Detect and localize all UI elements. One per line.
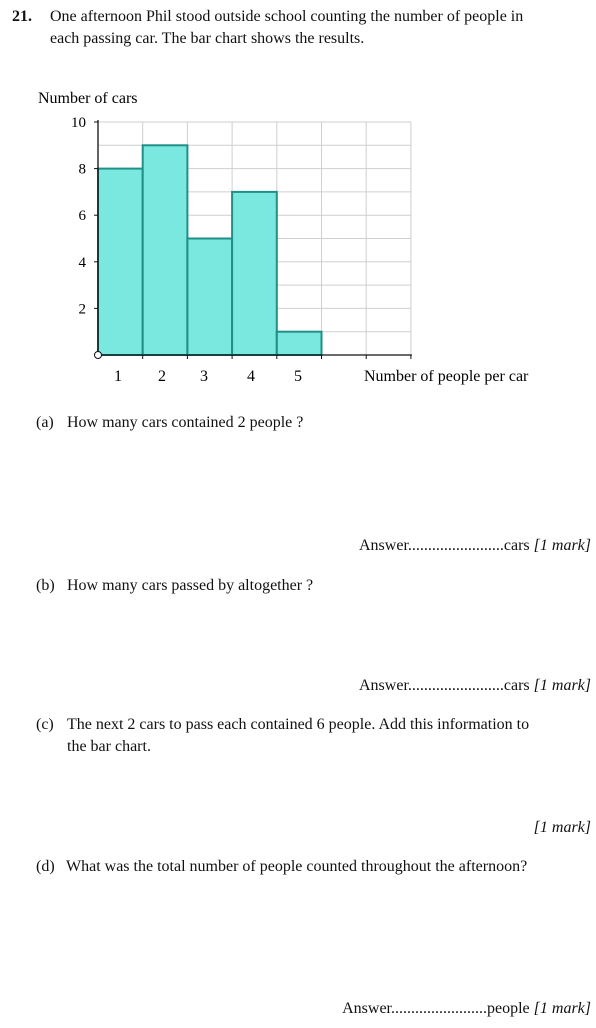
answer-blank[interactable]: ........................	[407, 677, 504, 694]
y-tick-label: 2	[78, 301, 86, 318]
question-number: 21.	[12, 8, 32, 25]
part-c-mark-allocation: [1 mark]	[533, 819, 591, 836]
x-tick-label: 2	[158, 368, 166, 385]
x-tick-label: 4	[247, 368, 255, 385]
question-intro-line-2: each passing car. The bar chart shows the results.	[50, 30, 365, 47]
y-tick-label: 6	[78, 208, 86, 225]
y-axis-label: Number of cars	[38, 90, 138, 107]
part-a-answer-line[interactable]	[359, 537, 591, 555]
answer-prefix: Answer	[359, 537, 408, 554]
part-b-text: How many cars passed by altogether ?	[67, 577, 314, 594]
bar	[232, 192, 277, 355]
answer-blank[interactable]: ........................	[391, 1000, 487, 1017]
part-d-answer-line[interactable]	[342, 1000, 591, 1018]
answer-unit: people	[487, 1000, 530, 1017]
part-b-answer-line[interactable]	[359, 677, 591, 695]
x-tick-label: 5	[294, 368, 302, 385]
bar-chart	[0, 0, 596, 400]
y-tick-label: 10	[71, 115, 86, 131]
y-tick-label: 8	[78, 161, 86, 178]
bar	[143, 145, 188, 355]
mark-allocation: [1 mark]	[533, 1000, 591, 1017]
answer-prefix: Answer	[342, 1000, 391, 1017]
x-tick-labels	[114, 368, 302, 385]
x-axis-label: Number of people per car	[364, 368, 529, 385]
x-tick-label: 3	[200, 368, 208, 385]
part-c-label: (c)	[36, 716, 54, 733]
part-c-text-line-2: the bar chart.	[67, 738, 151, 755]
part-d-label: (d)	[36, 858, 55, 875]
answer-unit: cars	[503, 537, 530, 554]
y-tick-labels	[71, 115, 87, 317]
question-intro-line-1: One afternoon Phil stood outside school counting the number of people in	[50, 8, 524, 25]
answer-blank[interactable]: ........................	[407, 537, 504, 554]
answer-unit: cars	[503, 677, 530, 694]
mark-allocation: [1 mark]	[533, 677, 591, 694]
bar	[98, 169, 143, 355]
bar	[277, 332, 322, 355]
answer-prefix: Answer	[359, 677, 408, 694]
part-b-label: (b)	[36, 577, 55, 594]
part-a-label: (a)	[36, 414, 54, 431]
origin-marker	[95, 352, 102, 359]
mark-allocation: [1 mark]	[533, 537, 591, 554]
x-tick-label: 1	[114, 368, 122, 385]
part-d-text: What was the total number of people counted throughout the afternoon?	[66, 858, 528, 875]
bar	[187, 239, 232, 356]
part-c-text-line-1: The next 2 cars to pass each contained 6 people. Add this information to	[67, 716, 530, 733]
part-a-text: How many cars contained 2 people ?	[67, 414, 304, 431]
chart-bars	[98, 145, 322, 355]
y-tick-label: 4	[78, 254, 86, 271]
